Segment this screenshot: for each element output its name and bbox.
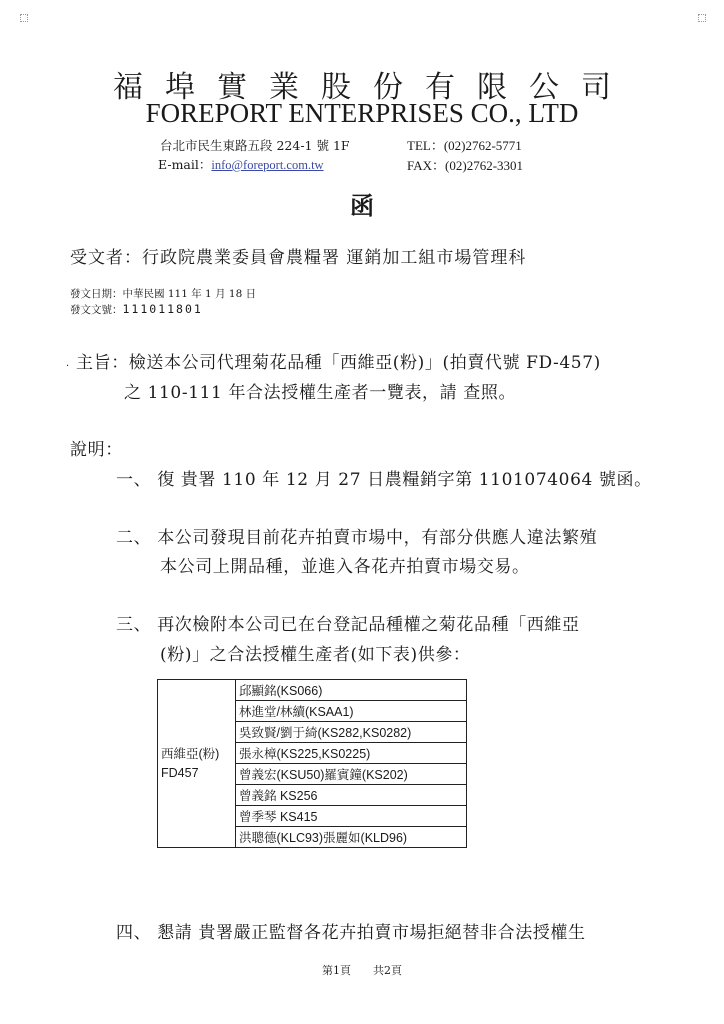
producer-cell: 曾季琴 KS415 (236, 806, 467, 827)
producer-cell: 洪聰德(KLC93)張麗如(KLD96) (236, 827, 467, 848)
variety-code: FD457 (161, 765, 199, 780)
company-name-chinese: 福埠實業股份有限公司 (113, 70, 633, 105)
company-telephone: TEL：(02)2762-5771 (407, 138, 522, 153)
explanation-item-1: 一、 復 貴署 110 年 12 月 27 日農糧銷字第 1101074064 號函。 (116, 470, 652, 490)
email-label: E-mail： (158, 157, 212, 172)
email-link[interactable]: info@foreport.com.tw (211, 158, 324, 172)
margin-dot: · (66, 361, 70, 372)
explanation-label: 說明： (70, 440, 123, 460)
producer-cell: 張永樟(KS225,KS0225) (236, 743, 467, 764)
producer-cell: 林進堂/林續(KSAA1) (236, 701, 467, 722)
variety-cell (158, 680, 236, 848)
producer-cell: 曾義宏(KSU50)羅賓鐘(KS202) (236, 764, 467, 785)
company-fax: FAX：(02)2762-3301 (407, 158, 524, 173)
subject-line-2: 之 110-111 年合法授權生產者一覽表，請 查照。 (124, 383, 517, 403)
company-name-english: FOREPORT ENTERPRISES CO., LTD (145, 98, 579, 128)
explanation-item-3-line-2: (粉)」之合法授權生產者(如下表)供參： (160, 645, 471, 665)
explanation-item-4: 四、 懇請 貴署嚴正監督各花卉拍賣市場拒絕替非合法授權生 (116, 923, 586, 943)
document-number-label: 發文文號： (70, 304, 123, 316)
document-number-line (70, 302, 203, 317)
explanation-item-2-line-2: 本公司上開品種，並進入各花卉拍賣市場交易。 (160, 557, 530, 577)
producer-cell: 邱顯銘(KS066) (236, 680, 467, 701)
document-type-title: 函 (350, 191, 374, 220)
licensed-producers-table (157, 679, 467, 848)
subject-line-1: 主旨：檢送本公司代理菊花品種「西維亞(粉)」(拍賣代號 FD-457) (76, 353, 601, 373)
explanation-item-3-line-1: 三、 再次檢附本公司已在台登記品種權之菊花品種「西維亞 (116, 615, 580, 635)
issue-date: 發文日期：中華民國 111 年 1 月 18 日 (70, 288, 257, 300)
producer-cell: 曾義銘 KS256 (236, 785, 467, 806)
producer-cell: 吳致賢/劉于綺(KS282,KS0282) (236, 722, 467, 743)
variety-name: 西維亞(粉) (161, 746, 220, 761)
recipient-line: 受文者：行政院農業委員會農糧署 運銷加工組市場管理科 (70, 248, 527, 268)
company-email-line (158, 155, 324, 173)
company-address: 台北市民生東路五段 224-1 號 1F (160, 138, 350, 153)
scan-corner-mark (698, 14, 706, 22)
page-footer: 第1頁 共2頁 (322, 964, 402, 977)
table-row (158, 680, 467, 701)
explanation-item-2-line-1: 二、 本公司發現目前花卉拍賣市場中，有部分供應人違法繁殖 (116, 528, 598, 548)
scan-corner-mark (20, 14, 28, 22)
document-number: 111011801 (122, 302, 203, 316)
